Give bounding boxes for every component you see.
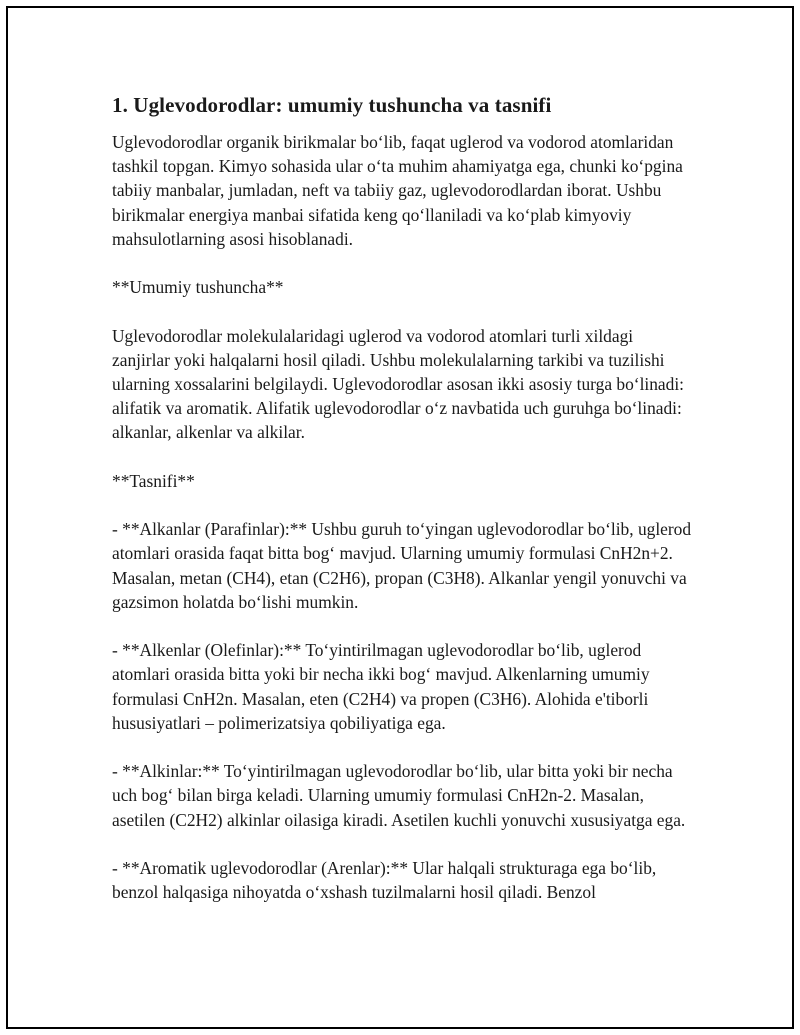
aromatic-list-item: - **Aromatik uglevodorodlar (Arenlar):** Ular halqali strukturaga ega bo‘lib, benzol halqasiga nihoyatda o‘xshash tuzilmalarni hosil qiladi. Benzol xyxy=(112,857,657,903)
alkanes-list-item: - **Alkanlar (Parafinlar):** Ushbu guruh to‘yingan uglevodorodlar bo‘lib, uglerod atomlari orasida faqat bitta bog‘ mavjud. Ularning umumiy formulasi CnH2n+2. Masalan, metan (CH4), etan (C2H6), propan (C3H8). Alkanlar yengil yonuvchi va gazsimon holatda bo‘lishi mumkin. xyxy=(112,519,692,612)
document-body xyxy=(112,90,692,929)
general-concept-paragraph: Uglevodorodlar molekulalaridagi uglerod va vodorod atomlari turli xildagi zanjirlar yoki halqalarni hosil qiladi. Ushbu molekulalarning tarkibi va tuzilishi ularning xossalarini belgilaydi. Uglevodorodlar asosan ikki asosiy turga bo‘linadi: alifatik va aromatik. Alifatik uglevodorodlar o‘z navbatida uch guruhga bo‘linadi: alkanlar, alkenlar va alkilar. xyxy=(112,325,685,443)
subheading-tasnifi: **Tasnifi** xyxy=(112,470,195,491)
section-heading: 1. Uglevodorodlar: umumiy tushuncha va tasnifi xyxy=(112,93,552,117)
intro-paragraph: Uglevodorodlar organik birikmalar bo‘lib, faqat uglerod va vodorod atomlaridan tashkil topgan. Kimyo sohasida ular o‘ta muhim ahamiyatga ega, chunki ko‘pgina tabiiy manbalar, jumladan, neft va tabiiy gaz, uglevodorodlardan iborat. Ushbu birikmalar energiya manbai sifatida keng qo‘llaniladi va ko‘plab kimyoviy mahsulotlarning asosi hisoblanadi. xyxy=(112,132,683,249)
alkynes-list-item: - **Alkinlar:** To‘yintirilmagan uglevodorodlar bo‘lib, ular bitta yoki bir necha uch bog‘ bilan birga keladi. Ularning umumiy formulasi CnH2n-2. Masalan, asetilen (C2H2) alkinlar oilasiga kiradi. Asetilen kuchli yonuvchi xususiyatga ega. xyxy=(112,761,686,830)
subheading-umumiy-tushuncha: **Umumiy tushuncha** xyxy=(112,277,284,298)
alkenes-list-item: - **Alkenlar (Olefinlar):** To‘yintirilmagan uglevodorodlar bo‘lib, uglerod atomlari orasida bitta yoki bir necha ikki bog‘ mavjud. Alkenlarning umumiy formulasi CnH2n. Masalan, eten (C2H4) va propen (C3H6). Alohida e'tiborli hususiyatlari – polimerizatsiya qobiliyatiga ega. xyxy=(112,640,650,733)
